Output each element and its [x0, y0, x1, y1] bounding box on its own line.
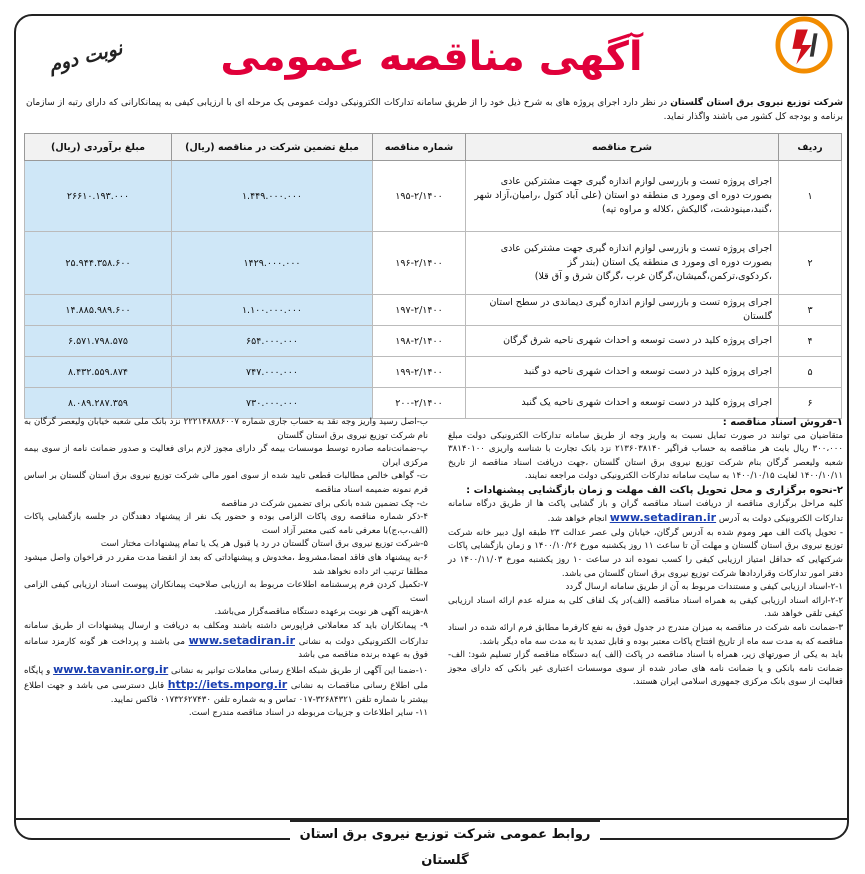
company-logo-icon [775, 16, 833, 74]
table-row [25, 161, 842, 232]
paragraph-procedure [448, 498, 843, 527]
procedure-text: کلیه مراحل برگزاری مناقصه از دریافت اسناد مناقصه گران و باز گشایی پاکت ها از طریق درگاه سامانه تدارکات الکترونیکی دولت به آدرس [448, 498, 843, 525]
cell-row: ۳ [779, 295, 842, 326]
section-heading-delivery: ۲-نحوه برگزاری و محل تحویل پاکت الف مهلت و زمان بازگشایی پیشنهادات : [466, 484, 843, 496]
cell-estimate: ۱۴.۸۸۵.۹۸۹.۶۰۰ [25, 295, 172, 326]
iets-link[interactable]: http://iets.mporg.ir [167, 678, 288, 692]
cell-number: ۱۹۹-۲/۱۴۰۰ [373, 357, 466, 388]
item-p: پ-ضمانت‌نامه صادره توسط موسسات بیمه گر دارای مجوز لازم برای فعالیت و صدور ضمانت نامه از سوی بیمه مرکزی ایران [24, 444, 428, 468]
cell-row: ۵ [779, 357, 842, 388]
cell-desc: اجرای پروژه کلید در دست توسعه و احداث شهری ناحیه یک گنبد [466, 388, 779, 419]
cell-desc: اجرای پروژه کلید در دست توسعه و احداث شهری ناحیه دو گنبد [466, 357, 779, 388]
header-guarantee: مبلغ تضمین شرکت در مناقصه (ریال) [172, 134, 373, 161]
intro-paragraph [26, 96, 843, 124]
item-9-text: ۹- پیمانکاران باید کد معاملاتی فراپورس داشته باشند ومکلف به دریافت و ارسال پیشنهادات از طریق سامانه تدارکات الکترونیکی دولت به نشانی [24, 620, 429, 647]
paragraph-2-2: ۲-۲-ارائه اسناد ارزیابی کیفی به همراه اسناد مناقصه (الف)در یک لفاف کلی به منزله عدم ارائه اسناد ارزیابی کیفی تلقی خواهد شد. [448, 595, 843, 620]
paragraph-2-1: ۲-۱-اسناد ارزیابی کیفی و مستندات مربوط به آن از طریق سامانه ارسال گردد [565, 582, 843, 593]
paragraph-sale: متقاضیان می توانند در صورت تمایل نسبت به واریز وجه از طریق سامانه تدارکات الکترونیکی دولت مبلغ ۳۰۰،۰۰۰ ریال بابت هر مناقصه به حساب فراگیر ۲۱۳۶۰۳۸۱۴۰ نزد بانک تجارت با شناسه واریزی ۳۸۱۴۰۱۰۰ شعبه ولیعصر گرگان بنام شرکت توزیع نیروی برق استان گلستان ،جهت دریافت اسناد مناقصه از تاریخ ۱۴۰۰/۱۰/۱۱ لغایت ۱۴۰۰/۱۰/۱۵ به سایت سامانه تدارکات الکترونیکی دولت مراجعه نمایند. [448, 430, 843, 482]
table-row [25, 326, 842, 357]
cell-number: ۱۹۵-۲/۱۴۰۰ [373, 161, 466, 232]
section-heading-sale: ۱-فروش اسناد مناقصه : [722, 417, 843, 428]
table-row [25, 357, 842, 388]
item-10 [24, 663, 428, 708]
table-header-row [25, 134, 842, 161]
paragraph-guarantee-forms: باید به یکی از صورتهای زیر، همراه با اسناد مناقصه در پاکت (الف )به دستگاه مناقصه گزار تسلیم شود: الف-ضمانت نامه بانکی و یا ضمانت نامه های صادر شده از سوی موسسات اعتباری غیر بانکی که دارای مجوز فعالیت از سوی بانک مرکزی جمهوری اسلامی ایران هستند. [448, 650, 843, 688]
cell-estimate: ۲۵.۹۴۴.۳۵۸.۶۰۰ [25, 232, 172, 295]
item-7: ۷-تکمیل کردن فرم پرسشنامه اطلاعات مربوط به ارزیابی صلاحیت پیمانکاران پیوست اسناد ارزیابی کیفی الزامی است [24, 580, 428, 604]
item-8: ۸-هزینه آگهی هر نوبت برعهده دستگاه مناقصه‌گزار می‌باشد. [214, 607, 428, 618]
cell-estimate: ۶.۵۷۱.۷۹۸.۵۷۵ [25, 326, 172, 357]
header-row-number: ردیف [779, 134, 842, 161]
cell-desc: اجرای پروژه کلید در دست توسعه و احداث شهری ناحیه شرق گرگان [466, 326, 779, 357]
right-column [448, 416, 843, 690]
intro-company: شرکت توزیع نیروی برق استان گلستان [670, 98, 843, 108]
tenders-table [24, 133, 842, 419]
item-b: ب-اصل رسید واریز وجه نقد به حساب جاری شماره ۲۲۲۱۴۸۸۸۶۰۰۷ نزد بانک ملی شعبه خیابان ولیعصر گرگان به نام شرکت توزیع نیروی برق استان گلستان [24, 417, 429, 441]
ad-header [14, 16, 849, 92]
cell-desc: اجرای پروژه تست و بازرسی لوازم اندازه گیری جهت مشترکین عادی بصورت دوره ای ومورد ی منطقه دو استان (علی آباد کتول ،رامیان،آزاد شهر ،گنبد،مینودشت، گالیکش ،کلاله و مراوه تپه) [466, 161, 779, 232]
cell-guarantee: ۶۵۴.۰۰۰.۰۰۰ [172, 326, 373, 357]
cell-guarantee: ۱۴۲۹.۰۰۰.۰۰۰ [172, 232, 373, 295]
item-10-end: قابل دسترسی می باشد و جهت اطلاع بیشتر با شماره تلفن ۳۲۶۸۴۳۲۱-۰۱۷ تماس و به شماره تلفن ۰۱۷۳۲۶۲۷۴۳۰ فاکس نمایید. [24, 681, 428, 705]
cell-guarantee: ۷۳۰.۰۰۰.۰۰۰ [172, 388, 373, 419]
cell-number: ۱۹۶-۲/۱۴۰۰ [373, 232, 466, 295]
cell-desc: اجرای پروژه تست و بازرسی لوازم اندازه گیری دیماندی در سطح استان گلستان [466, 295, 779, 326]
cell-estimate: ۲۶۶۱۰.۱۹۳.۰۰۰ [25, 161, 172, 232]
item-9 [24, 620, 428, 663]
cell-estimate: ۸.۴۳۲.۵۵۹.۸۷۴ [25, 357, 172, 388]
setadiran-link-2[interactable]: www.setadiran.ir [188, 633, 295, 647]
round-label: نوبت دوم [46, 37, 125, 77]
table-row [25, 232, 842, 295]
ad-title: آگهی مناقصه عمومی [220, 34, 643, 80]
header-description: شرح مناقصه [466, 134, 779, 161]
cell-guarantee: ۱.۱۰۰.۰۰۰.۰۰۰ [172, 295, 373, 326]
item-9-end: می باشند و پرداخت هر گونه کارمزد سامانه فوق به عهده برنده مناقصه می باشد [24, 636, 428, 661]
item-10-mid: و پایگاه ملی اطلاع رسانی مناقصات به نشانی [24, 665, 429, 692]
cell-row: ۴ [779, 326, 842, 357]
header-estimate: مبلغ برآوردی (ریال) [25, 134, 172, 161]
item-th: ث- چک تضمین شده بانکی برای تضمین شرکت در مناقصه [221, 498, 428, 509]
header-tender-number: شماره مناقصه [373, 134, 466, 161]
left-column [24, 416, 428, 721]
tavanir-link[interactable]: www.tavanir.org.ir [53, 662, 169, 676]
cell-number: ۲۰۰-۲/۱۴۰۰ [373, 388, 466, 419]
item-10-text: ۱۰-ضمنا این آگهی از طریق شبکه اطلاع رسانی معاملات توانیر به نشانی [171, 665, 429, 676]
cell-row: ۱ [779, 161, 842, 232]
item-5: ۵-شرکت توزیع نیروی برق استان گلستان در رد یا قبول هر یک یا تمام پیشنهادات مختار است [100, 539, 428, 550]
item-6: ۶-به پیشنهاد های فاقد امضا،مشروط ،مخدوش و پیشنهاداتی که بعد از انقضا مدت مقرر در فراخوان واصل میشود مطلقا ترتیب اثر داده نخواهد شد [24, 552, 428, 577]
cell-row: ۶ [779, 388, 842, 419]
cell-guarantee: ۷۴۷.۰۰۰.۰۰۰ [172, 357, 373, 388]
item-t: ت- گواهی خالص مطالبات قطعی تایید شده از سوی امور مالی شرکت توزیع نیروی برق استان گلستان بر اساس فرم نمونه ضمیمه اسناد مناقصه [24, 471, 428, 495]
cell-guarantee: ۱.۴۴۹.۰۰۰.۰۰۰ [172, 161, 373, 232]
table-row [25, 295, 842, 326]
cell-desc: اجرای پروژه تست و بازرسی لوازم اندازه گیری جهت مشترکین عادی بصورت دوره ای ومورد ی منطقه یک استان (بندر گز ،کردکوی،ترکمن،گمیشان،گرگان غرب ،گرگان شرق و آق قلا) [466, 232, 779, 295]
item-11: ۱۱- سایر اطلاعات و جزییات مربوطه در اسناد مناقصه مندرج است. [188, 708, 428, 719]
cell-estimate: ۸.۰۸۹.۲۸۷.۳۵۹ [25, 388, 172, 419]
cell-row: ۲ [779, 232, 842, 295]
paragraph-guarantee: ۳-ضمانت نامه شرکت در مناقصه به میزان مندرج در جدول فوق به نفع کارفرما مطابق فرم ارائه شده در اسناد مناقصه که به مدت سه ماه از تاریخ افتتاح پاکات معتبر بوده و قابل تمدید تا به مدت سه ماه دیگر باشد. [448, 622, 843, 647]
paragraph-envelope: - تحویل پاکت الف مهر وموم شده به آدرس گرگان، خیابان ولی عصر عدالت ۲۳ طبقه اول دبیر خانه شرکت توزیع نیروی برق استان گلستان و مهلت آن تا ساعت ۱۱ روز یکشنبه مورخ ۱۴۰۰/۱۰/۲۶ و زمان بازگشایی پاکات شرکتهایی که حداقل امتیاز ارزیابی کیفی را کسب نموده اند در ساعت ۱۰ روز یکشنبه مورخ ۱۴۰۰/۱۱/۰۳ در دفتر امور تدارکات وقراردادها شرکت توزیع نیروی برق استان گلستان می باشد. [448, 527, 844, 579]
footer-public-relations: روابط عمومی شرکت توزیع نیروی برق استان گلستان [290, 820, 600, 848]
procedure-end: انجام خواهد شد. [547, 514, 607, 525]
table-row [25, 388, 842, 419]
cell-number: ۱۹۸-۲/۱۴۰۰ [373, 326, 466, 357]
item-4: ۴-ذکر شماره مناقصه روی پاکات الزامی بوده و حضور یک نفر از پیشنهاد دهندگان در جلسه بازگشایی پاکات (الف،ب،ج)با معرفی نامه کتبی معتبر آزاد است [24, 512, 428, 536]
intro-text: در نظر دارد اجرای پروژه های به شرح ذیل خود را از طریق سامانه تدارکات الکترونیکی دولت عمومی یک مرحله ای با ارزیابی کیفی به پیمانکارانی که دارای رتبه از سازمان برنامه و بودجه کل کشور می باشند واگذار نماید. [26, 98, 843, 122]
cell-number: ۱۹۷-۲/۱۴۰۰ [373, 295, 466, 326]
setadiran-link[interactable]: www.setadiran.ir [609, 511, 717, 525]
